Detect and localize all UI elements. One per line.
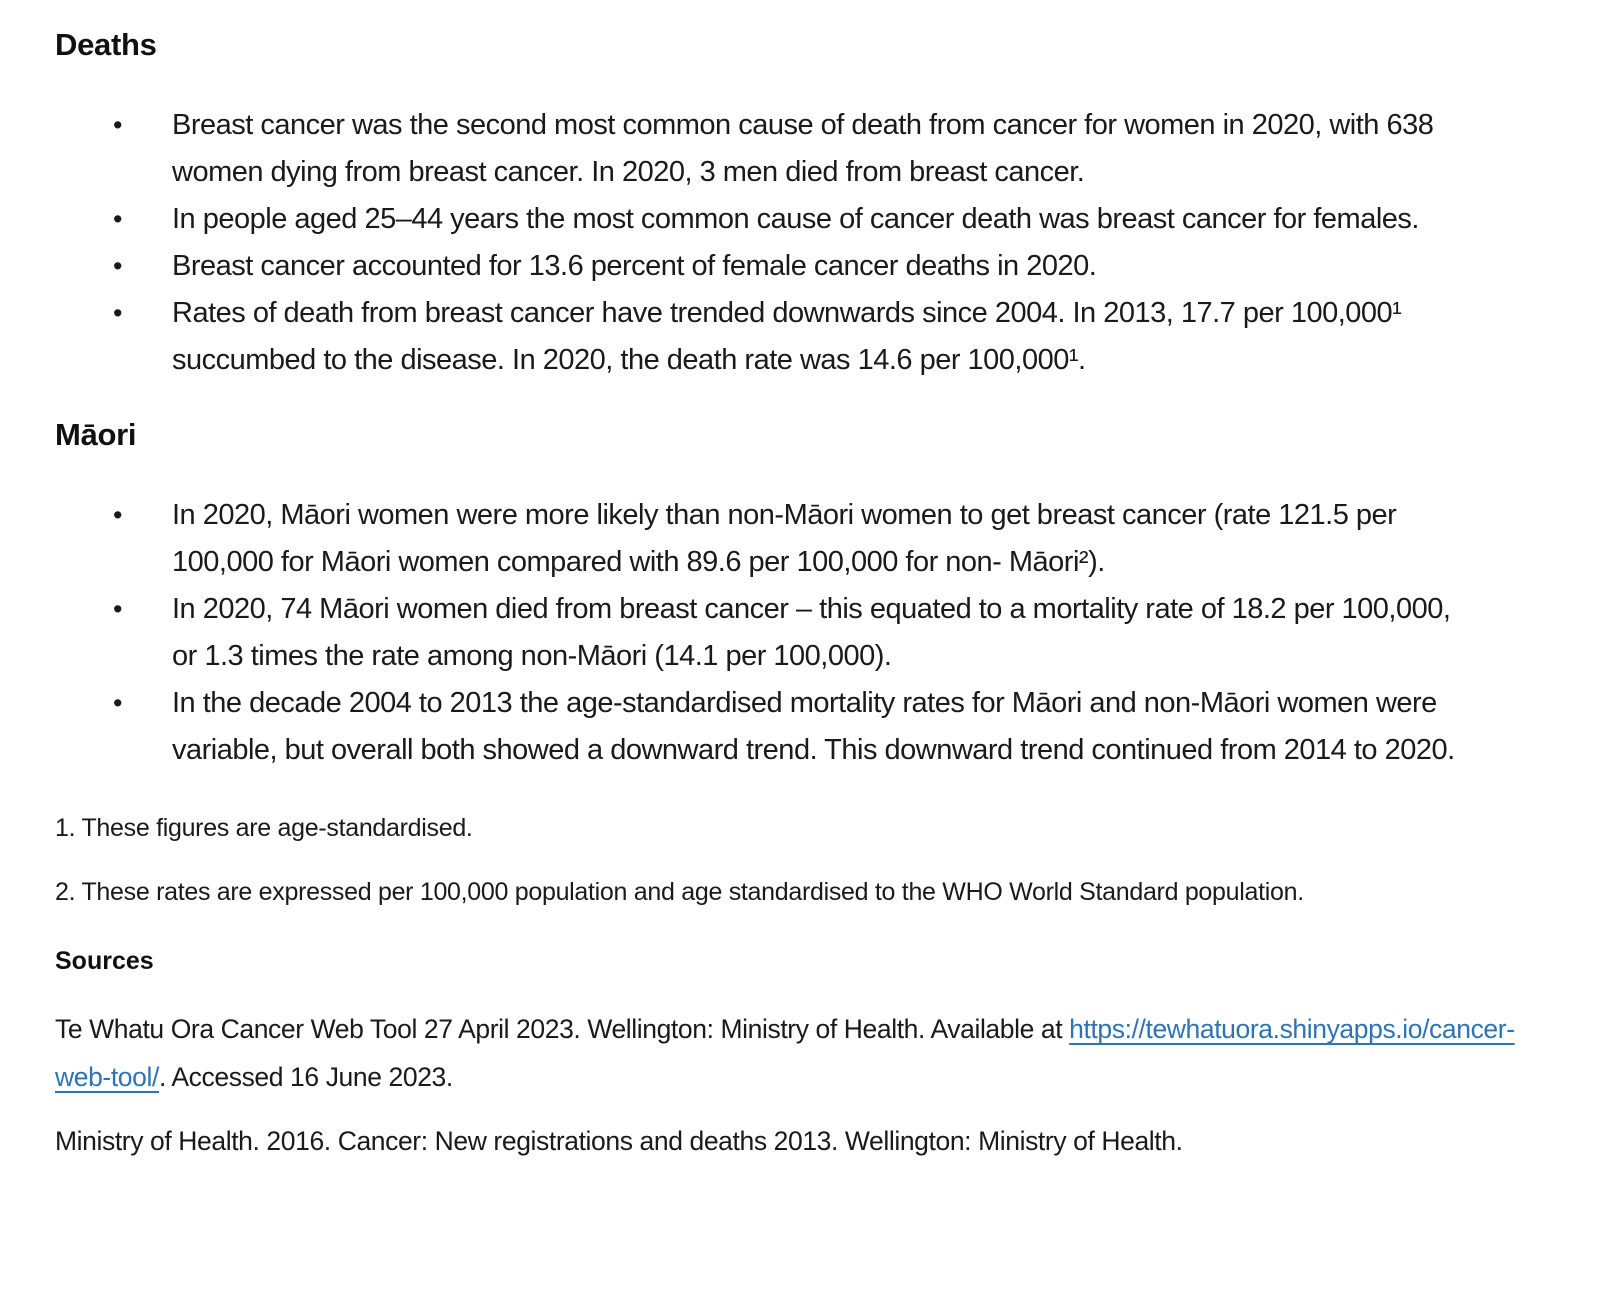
deaths-bullet-list (55, 102, 1559, 384)
heading-maori: Māori (55, 417, 137, 452)
list-item (55, 492, 1479, 586)
list-item (55, 243, 1479, 290)
bullet-icon: • (113, 110, 122, 140)
bullet-icon: • (113, 500, 122, 530)
bullet-icon: • (113, 688, 122, 718)
bullet-icon: • (113, 298, 122, 328)
bullet-text: In 2020, Māori women were more likely than non-Māori women to get breast cancer (rate 121.5 per 100,000 for Māori women compared with 89.6 per 100,000 for non- Māori²). (172, 499, 1397, 578)
source-citation-ministry-of-health: Ministry of Health. 2016. Cancer: New registrations and deaths 2013. Wellington: Ministry of Health. (55, 1126, 1183, 1156)
maori-bullet-list (55, 492, 1559, 774)
list-item (55, 102, 1479, 196)
bullet-icon: • (113, 251, 122, 281)
list-item (55, 196, 1479, 243)
source-text: Te Whatu Ora Cancer Web Tool 27 April 2023. Wellington: Ministry of Health. Available at (55, 1014, 1070, 1044)
bullet-icon: • (113, 204, 122, 234)
heading-sources: Sources (55, 947, 154, 975)
source-citation-te-whatu-ora (55, 1005, 1555, 1101)
source-text: . Accessed 16 June 2023. (158, 1062, 453, 1092)
bullet-text: In the decade 2004 to 2013 the age-standardised mortality rates for Māori and non-Māori women were variable, but overall both showed a downward trend. This downward trend continued from 2014 to 2020. (172, 687, 1455, 766)
bullet-icon: • (113, 594, 122, 624)
bullet-text: Breast cancer was the second most common cause of death from cancer for women in 2020, with 638 women dying from breast cancer. In 2020, 3 men died from breast cancer. (172, 109, 1434, 188)
bullet-text: In people aged 25–44 years the most common cause of cancer death was breast cancer for females. (172, 203, 1419, 235)
cancer-web-tool-link[interactable]: https://tewhatuora.shinyapps.io/cancer-web-tool/ (55, 1014, 1515, 1092)
footnote-1: 1. These figures are age-standardised. (55, 814, 473, 842)
list-item (55, 586, 1479, 680)
heading-deaths: Deaths (55, 27, 157, 62)
bullet-text: Rates of death from breast cancer have trended downwards since 2004. In 2013, 17.7 per 100,000¹ succumbed to the disease. In 2020, the death rate was 14.6 per 100,000¹. (172, 297, 1402, 376)
list-item (55, 290, 1479, 384)
list-item (55, 680, 1479, 774)
bullet-text: Breast cancer accounted for 13.6 percent of female cancer deaths in 2020. (172, 250, 1097, 282)
bullet-text: In 2020, 74 Māori women died from breast cancer – this equated to a mortality rate of 18.2 per 100,000, or 1.3 times the rate among non-Māori (14.1 per 100,000). (172, 593, 1451, 672)
footnote-2: 2. These rates are expressed per 100,000 population and age standardised to the WHO World Standard population. (55, 878, 1304, 906)
